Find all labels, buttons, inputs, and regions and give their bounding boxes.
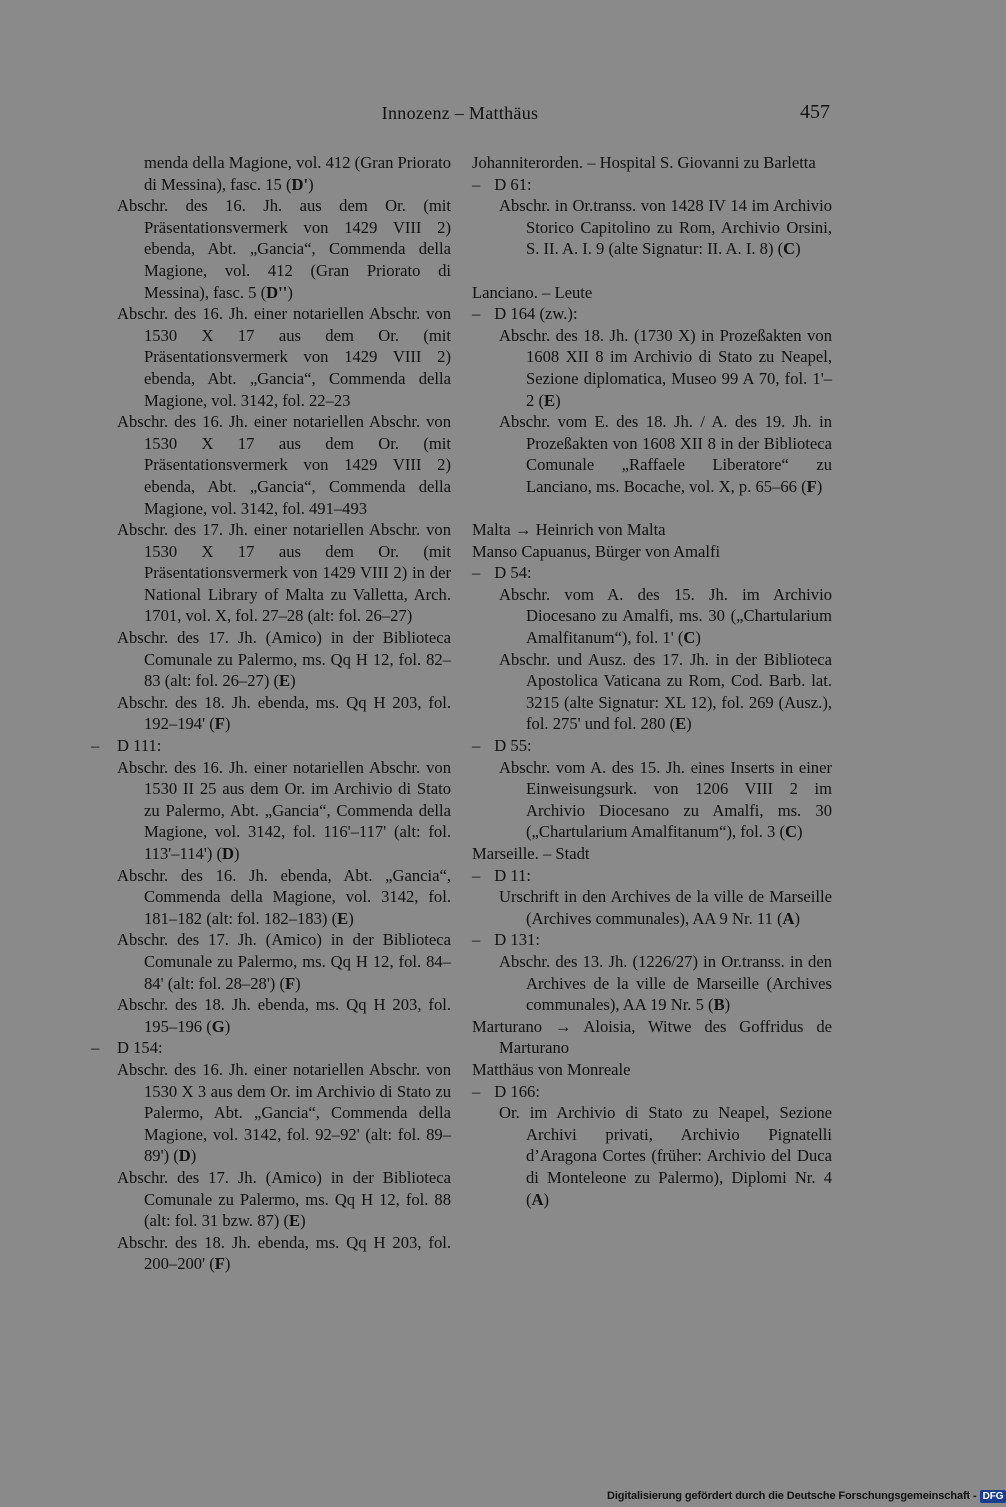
transmission-entry: Abschr. und Ausz. des 17. Jh. in der Biblioteca Apostolica Vaticana zu Rom, Cod. Barb. lat. 3215 (alte Signatur: XL 12), fol. 269 (Ausz.), fol. 275' und fol. 280 (E) [499, 649, 832, 734]
page-number: 457 [800, 101, 830, 123]
transmission-entry: Abschr. vom A. des 15. Jh. im Archivio Diocesano zu Amalfi, ms. 30 („Chartularium Amalfitanum“), fol. 1' (C) [499, 584, 832, 648]
transmission-entry: Abschr. des 18. Jh. ebenda, ms. Qq H 203, fol. 192–194' (F) [117, 692, 451, 734]
transmission-entry: Abschr. vom A. des 15. Jh. eines Inserts in einer Einweisungsurk. von 1206 VIII 2 im Archivio Diocesano zu Amalfi, ms. 30 („Chartularium Amalfitanum“), fol. 3 (C) [499, 757, 832, 842]
transmission-entry: Abschr. des 17. Jh. einer notariellen Abschr. von 1530 X 17 aus dem Or. (mit Präsentationsvermerk von 1429 VIII 2) in der National Library of Malta zu Valletta, Arch. 1701, vol. X, fol. 27–28 (alt: fol. 26–27) [117, 520, 451, 626]
transmission-entry: Abschr. des 18. Jh. ebenda, ms. Qq H 203, fol. 195–196 (G) [117, 995, 451, 1036]
document-number: – D 164 (zw.): [472, 304, 578, 324]
document-number: – D 61: [472, 174, 532, 194]
left-column [91, 152, 451, 1275]
transmission-entry: Abschr. des 16. Jh. einer notariellen Abschr. von 1530 X 3 aus dem Or. im Archivio di Stato zu Palermo, Abt. „Gancia“, Commenda della Magione, vol. 3142, fol. 92–92' (alt: fol. 89–89') (D) [117, 1059, 451, 1166]
document-number: – D 131: [472, 930, 540, 950]
spacer [472, 498, 832, 520]
transmission-entry: Abschr. in Or.transs. von 1428 IV 14 im Archivio Storico Capitolino zu Rom, Archivio Orsini, S. II. A. I. 9 (alte Signatur: II. A. I. 8) (C) [499, 196, 832, 259]
index-heading: Malta → Heinrich von Malta [472, 520, 666, 540]
transmission-entry: Abschr. vom E. des 18. Jh. / A. des 19. Jh. in Prozeßakten von 1608 XII 8 in der Biblioteca Comunale „Raffaele Liberatore“ zu Lanciano, ms. Bocache, vol. X, p. 65–66 (F) [499, 412, 832, 496]
entry-continuation: menda della Magione, vol. 412 (Gran Priorato di Messina), fasc. 15 (D') [144, 153, 451, 194]
transmission-entry: Or. im Archivio di Stato zu Neapel, Sezione Archivi privati, Archivio Pignatelli d’Aragona Cortes (früher: Archivio del Duca di Monteleone zu Palermo), Diplomi Nr. 4 (A) [499, 1103, 832, 1209]
running-header: Innozenz – Matthäus [381, 103, 539, 123]
transmission-entry: Urschrift in den Archives de la ville de Marseille (Archives communales), AA 9 Nr. 11 (A) [499, 887, 832, 928]
document-number: – D 111: [91, 736, 162, 756]
transmission-entry: Abschr. des 18. Jh. (1730 X) in Prozeßakten von 1608 XII 8 im Archivio di Stato zu Neapel, Sezione diplomatica, Museo 99 A 70, fol. 1'–2 (E) [499, 325, 832, 410]
index-heading: Marseille. – Stadt [472, 844, 590, 863]
transmission-entry: Abschr. des 16. Jh. einer notariellen Abschr. von 1530 X 17 aus dem Or. (mit Präsentationsvermerk von 1429 VIII 2) ebenda, Abt. „Gancia“, Commenda della Magione, vol. 3142, fol. 22–23 [117, 304, 451, 410]
funding-footer [607, 1490, 1006, 1503]
index-heading: Marturano → Aloisia, Witwe des Goffridus de Marturano [472, 1016, 832, 1058]
right-column [472, 152, 832, 1210]
document-number: – D 166: [472, 1081, 540, 1101]
footer-text: Digitalisierung gefördert durch die Deutsche Forschungsgemeinschaft - [607, 1490, 977, 1502]
transmission-entry: Abschr. des 16. Jh. ebenda, Abt. „Gancia“, Commenda della Magione, vol. 3142, fol. 181–182 (alt: fol. 182–183) (E) [117, 865, 451, 928]
document-number: – D 11: [472, 865, 532, 885]
document-number: – D 154: [91, 1038, 163, 1058]
transmission-entry: Abschr. des 17. Jh. (Amico) in der Biblioteca Comunale zu Palermo, ms. Qq H 12, fol. 84–84' (alt: fol. 28–28') (F) [117, 930, 451, 993]
transmission-entry: Abschr. des 16. Jh. einer notariellen Abschr. von 1530 II 25 aus dem Or. im Archivio di Stato zu Palermo, Abt. „Gancia“, Commenda della Magione, vol. 3142, fol. 116'–117' (alt: fol. 113'–114') (D) [117, 757, 451, 863]
transmission-entry: Abschr. des 16. Jh. einer notariellen Abschr. von 1530 X 17 aus dem Or. (mit Präsentationsvermerk von 1429 VIII 2) ebenda, Abt. „Gancia“, Commenda della Magione, vol. 3142, fol. 491–493 [117, 412, 451, 518]
transmission-entry: Abschr. des 16. Jh. aus dem Or. (mit Präsentationsvermerk von 1429 VIII 2) ebenda, Abt. „Gancia“, Commenda della Magione, vol. 412 (Gran Priorato di Messina), fasc. 5 (D'') [117, 196, 451, 302]
index-heading: Lanciano. – Leute [472, 282, 593, 302]
transmission-entry: Abschr. des 13. Jh. (1226/27) in Or.transs. in den Archives de la ville de Marseille (Archives communales), AA 19 Nr. 5 (B) [499, 951, 832, 1015]
index-heading: Matthäus von Monreale [472, 1059, 631, 1079]
index-heading: Manso Capuanus, Bürger von Amalfi [472, 541, 721, 561]
document-number: – D 55: [472, 736, 532, 756]
index-heading: Johanniterorden. – Hospital S. Giovanni zu Barletta [472, 153, 816, 172]
transmission-entry: Abschr. des 17. Jh. (Amico) in der Biblioteca Comunale zu Palermo, ms. Qq H 12, fol. 82–83 (alt: fol. 26–27) (E) [117, 628, 451, 691]
spacer [472, 260, 832, 282]
dfg-logo: DFG [980, 1490, 1006, 1503]
document-number: – D 54: [472, 563, 532, 583]
transmission-entry: Abschr. des 17. Jh. (Amico) in der Biblioteca Comunale zu Palermo, ms. Qq H 12, fol. 88 (alt: fol. 31 bzw. 87) (E) [117, 1167, 451, 1231]
transmission-entry: Abschr. des 18. Jh. ebenda, ms. Qq H 203, fol. 200–200' (F) [117, 1232, 451, 1274]
